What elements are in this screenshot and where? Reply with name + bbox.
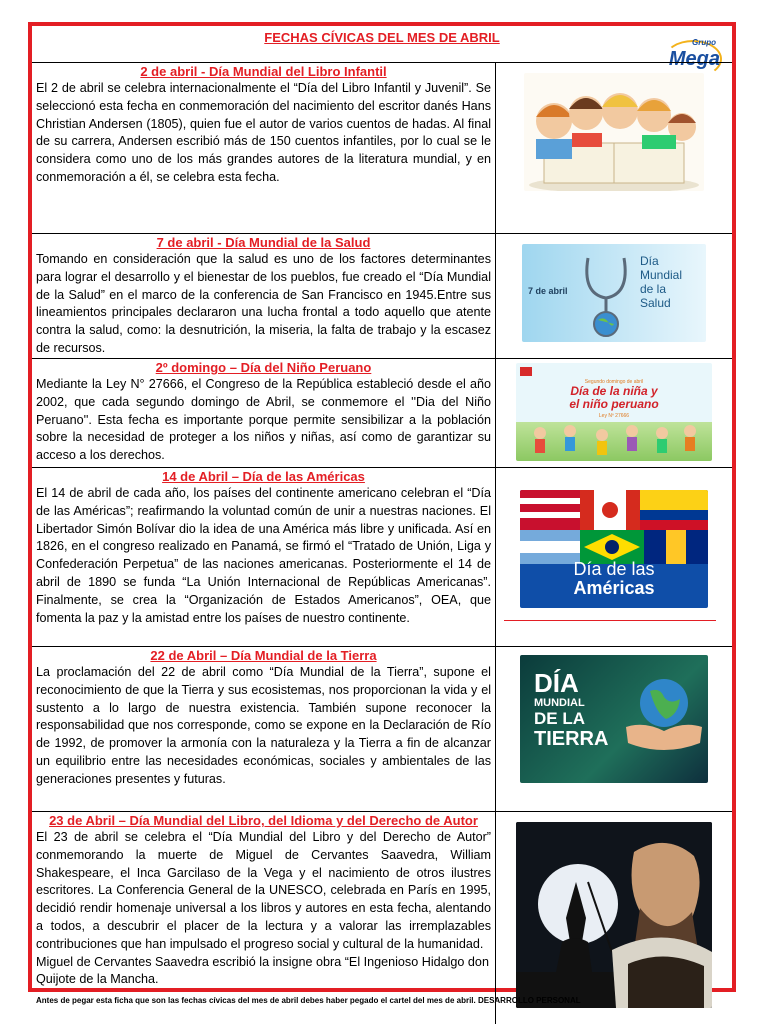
section-libro-infantil	[32, 62, 732, 233]
section-body: El 23 de abril se celebra el “Día Mundial del Libro y del Derecho de Autor” conmemorando la muerte de Miguel de Cervantes Saavedra, William Shakespeare, el Inca Garcilaso de la Vega y el nacimiento de otros ilustres escritores. La Conferencia General de la UNESCO, celebrada en París en 1995, decidió rendir homenaje universal a los libros y autores en esta fecha, alentando a todos, a descubrir el placer de la lectura y a valorar las irremplazables contribuciones que han impulsado el progreso social y cultural de la humanidad.	[36, 830, 491, 951]
page-title: FECHAS CÍVICAS DEL MES DE ABRIL	[264, 30, 500, 45]
image-date-text: 7 de abril	[528, 286, 568, 296]
image-red-rule	[504, 620, 716, 621]
document-frame	[28, 22, 736, 992]
children-banner-image	[516, 363, 712, 461]
section-americas	[32, 467, 732, 646]
section-tierra	[32, 646, 732, 811]
section-salud	[32, 233, 732, 358]
american-flags-image	[520, 490, 708, 608]
peru-emblem-icon	[520, 367, 532, 376]
image-title-line1: Día de las	[573, 559, 655, 579]
section-nino-peruano	[32, 358, 732, 467]
image-law-text: Ley Nº 27666	[598, 413, 630, 419]
section-body: La proclamación del 22 de abril como “Día Mundial de la Tierra”, supone el reconocimiento de que la Tierra y sus ecosistemas, nos proporcionan la vida y el sustento a lo largo de nuestra existencia. También supone reconocer la responsabilidad que nos corresponde, como se expone en la Declaración de Río de 1992, de promover la armonía con la naturaleza y la Tierra a fin de alcanzar un equilibrio entre las necesidades económicas, sociales y ambientales de las generaciones presentes y futuras.	[36, 665, 491, 786]
logo-grupo-text: Grupo	[692, 38, 716, 47]
section-body: Mediante la Ley N° 27666, el Congreso de la República estableció desde el año 2002, que cada segundo domingo de Abril, se conmemore el ''Dia del Niño Peruano''. Esta fecha es importante porque permite sensibilizar a la población sobre la necesidad de proteger a los niños y niñas, así como de garantizar su acceso a los derechos.	[36, 377, 491, 463]
section-heading: 7 de abril - Día Mundial de la Salud	[156, 235, 371, 250]
image-title-line1: Día	[640, 254, 659, 268]
sections-table	[32, 62, 732, 1024]
logo-mega-text: Mega	[668, 48, 720, 70]
section-heading: 23 de Abril – Día Mundial del Libro, del Idioma y del Derecho de Autor	[49, 813, 478, 828]
image-title-line2: MUNDIAL	[534, 697, 585, 709]
image-small-text: Segundo domingo de abril	[584, 379, 644, 385]
section-body: El 14 de abril de cada año, los países del continente americano celebran el “Día de las Américas”; reafirmando la voluntad común de unir a nuestras naciones. El Libertador Simón Bolívar dio la idea de una América más libre y unificada. Así en 1826, en el congreso realizado en Panamá, se firmó el “Tratado de Unión, Liga y Confederación Perpetua” de las naciones americanas. Posteriormente el 14 de abril de 1890 se funda “La Unión Internacional de Repúblicas Americanas”. Finalmente, se crea la “Organización de Estados Americanos”, OEA, que fomenta la paz y la amistad entre los países de nuestro continente.	[36, 486, 491, 625]
section-body: Tomando en consideración que la salud es uno de los factores determinantes para lograr el desarrollo y el bienestar de los pueblos, fue creado el “Día Mundial de la Salud” en el marco de la conferencia de San Francisco en 1945.Entre sus lineamientos principales declararon una lucha frontal a todo aquello que atente contra la salud, como: la desnutrición, la miseria, la falta de trabajo y la escasez de recursos.	[36, 252, 491, 355]
image-title-line1: DÍA	[534, 668, 579, 698]
image-title-line2: Américas	[573, 578, 655, 598]
image-title-line3: de la	[640, 282, 667, 296]
image-title-line4: Salud	[640, 296, 671, 310]
cervantes-quijote-image	[516, 822, 712, 1008]
section-heading: 2º domingo – Día del Niño Peruano	[155, 360, 372, 375]
image-title-line2: Mundial	[640, 268, 683, 282]
section-body: El 2 de abril se celebra internacionalmente el “Día del Libro Infantil y Juvenil”. Se seleccionó esta fecha en conmemoración del nacimiento del escritor danés Hans Christian Andersen (1805), quien fue el autor de varios cuentos de hadas. Al final de su carrera, Andersen escribió más de 150 cuentos infantiles, por lo cual se le considera como uno de los más grandes autores de la literatura mundial, y en conmemoración a él, se celebra esta fecha.	[36, 81, 491, 184]
earth-in-hands-image	[520, 655, 708, 783]
children-reading-illustration	[524, 73, 704, 191]
section-libro-idioma	[32, 811, 732, 1024]
section-heading: 2 de abril - Día Mundial del Libro Infantil	[140, 64, 387, 79]
section-heading: 14 de Abril – Día de las Américas	[162, 469, 365, 484]
image-title-line4: TIERRA	[534, 728, 609, 750]
image-title-line1: Día de la niña y	[570, 384, 658, 398]
section-heading: 22 de Abril – Día Mundial de la Tierra	[150, 648, 377, 663]
footer-note: Antes de pegar esta ficha que son las fechas cívicas del mes de abril debes haber pegado el cartel del mes de abril. DESARROLLO PERSONAL	[36, 996, 581, 1005]
stethoscope-globe-image	[522, 244, 706, 342]
image-title-line2: el niño peruano	[569, 397, 659, 411]
section-body-extra: Miguel de Cervantes Saavedra escribió la insigne obra “El Ingenioso Hidalgo don Quijote de la Mancha.	[36, 954, 489, 987]
image-title-line3: DE LA	[534, 709, 585, 728]
